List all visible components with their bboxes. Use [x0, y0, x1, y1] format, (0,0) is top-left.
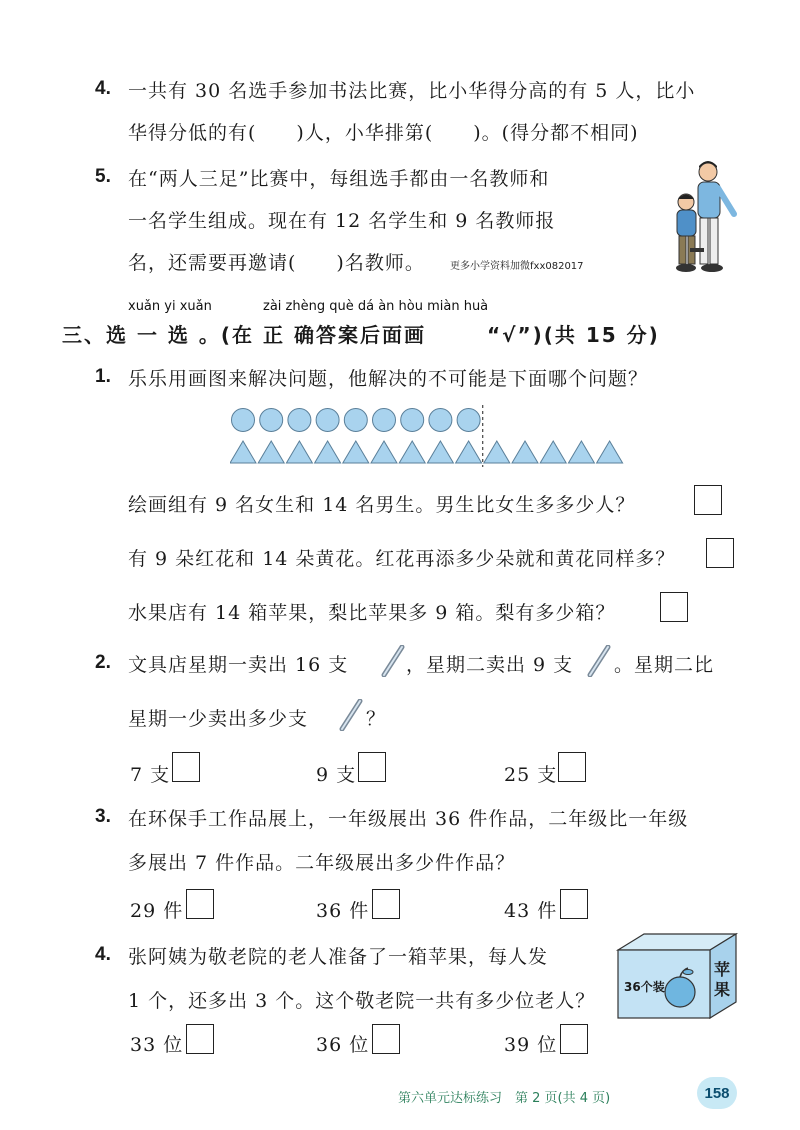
circle-shape [288, 409, 311, 432]
circle-shape [401, 409, 424, 432]
question-text: 在环保手工作品展上，一年级展出 36 件作品，二年级比一年级 [128, 808, 689, 830]
question-number: 4. [95, 944, 111, 965]
option-text: 9 支 [316, 764, 357, 786]
question-number: 5. [95, 166, 111, 187]
answer-checkbox[interactable] [560, 889, 588, 919]
question-number: 2. [95, 652, 111, 673]
circle-shape [429, 409, 452, 432]
circle-shape [260, 409, 283, 432]
pinyin-annotation: xuǎn yi xuǎn [128, 299, 212, 314]
answer-checkbox[interactable] [560, 1024, 588, 1054]
question-text: 张阿姨为敬老院的老人准备了一箱苹果，每人发 [128, 946, 549, 968]
pencil-icon [380, 645, 406, 677]
question-text: 一共有 30 名选手参加书法比赛，比小华得分高的有 5 人，比小 [128, 80, 696, 102]
three-legged-race-illustration [660, 158, 740, 276]
question-number: 1. [95, 366, 111, 387]
page-number: 158 [697, 1077, 737, 1109]
answer-checkbox[interactable] [186, 1024, 214, 1054]
circle-shape [316, 409, 339, 432]
question-text: 多展出 7 件作品。二年级展出多少件作品？ [128, 852, 516, 874]
circle-shape [232, 409, 255, 432]
option-text: 43 件 [504, 900, 558, 922]
question-text: ，星期二卖出 9 支 [406, 654, 574, 676]
answer-checkbox[interactable] [358, 752, 386, 782]
option-text: 7 支 [130, 764, 171, 786]
circle-shape [373, 409, 396, 432]
answer-checkbox[interactable] [186, 889, 214, 919]
triangle-shape [427, 441, 453, 463]
triangle-shape [230, 441, 256, 463]
apple-box-illustration [614, 932, 740, 1022]
answer-checkbox[interactable] [694, 485, 722, 515]
option-text: 29 件 [130, 900, 184, 922]
option-text: 有 9 朵红花和 14 朵黄花。红花再添多少朵就和黄花同样多？ [128, 548, 676, 570]
question-text: 。星期二比 [614, 654, 715, 676]
question-text: 一名学生组成。现在有 12 名学生和 9 名教师报 [128, 210, 556, 232]
box-label: 36个装 [624, 980, 665, 994]
answer-checkbox[interactable] [660, 592, 688, 622]
question-text: 名，还需要再邀请( )名教师。 [128, 252, 425, 274]
triangle-shape [315, 441, 341, 463]
option-text: 25 支 [504, 764, 558, 786]
answer-checkbox[interactable] [706, 538, 734, 568]
question-text: 乐乐用画图来解决问题，他解决的不可能是下面哪个问题？ [128, 368, 649, 390]
pinyin-annotation: zài zhèng què dá àn hòu miàn huà [263, 299, 489, 314]
triangle-shape [258, 441, 284, 463]
question-number: 4. [95, 78, 111, 99]
circles-triangles-diagram [230, 405, 635, 467]
triangle-shape [597, 441, 623, 463]
box-side-label: 苹果 [714, 960, 731, 999]
question-number: 3. [95, 806, 111, 827]
triangle-shape [568, 441, 594, 463]
section-heading: 三、选 一 选 。(在 正 确答案后面画 [62, 323, 426, 347]
triangle-shape [399, 441, 425, 463]
triangle-shape [484, 441, 510, 463]
triangle-shape [540, 441, 566, 463]
option-text: 水果店有 14 箱苹果，梨比苹果多 9 箱。梨有多少箱？ [128, 602, 616, 624]
question-text: 在“两人三足”比赛中，每组选手都由一名教师和 [128, 168, 550, 190]
answer-checkbox[interactable] [558, 752, 586, 782]
watermark-note: 更多小学资料加微fxx082017 [450, 261, 584, 272]
pencil-icon [338, 699, 364, 731]
option-text: 绘画组有 9 名女生和 14 名男生。男生比女生多多少人？ [128, 494, 636, 516]
section-heading-points: “√”)(共 15 分) [487, 323, 660, 347]
triangle-shape [512, 441, 538, 463]
option-text: 36 件 [316, 900, 370, 922]
circle-shape [344, 409, 367, 432]
question-text: 文具店星期一卖出 16 支 [128, 654, 349, 676]
pencil-icon [586, 645, 612, 677]
triangle-shape [343, 441, 369, 463]
question-text: 1 个，还多出 3 个。这个敬老院一共有多少位老人？ [128, 990, 596, 1012]
option-text: 39 位 [504, 1034, 558, 1056]
triangle-shape [456, 441, 482, 463]
footer-text: 第六单元达标练习 第 2 页(共 4 页) [398, 1091, 611, 1106]
triangle-shape [286, 441, 312, 463]
answer-checkbox[interactable] [372, 1024, 400, 1054]
answer-checkbox[interactable] [372, 889, 400, 919]
option-text: 36 位 [316, 1034, 370, 1056]
question-text: 华得分低的有( )人，小华排第( )。(得分都不相同) [128, 122, 639, 144]
question-text: 星期一少卖出多少支 [128, 708, 309, 730]
option-text: 33 位 [130, 1034, 184, 1056]
triangle-shape [371, 441, 397, 463]
circle-shape [457, 409, 480, 432]
question-text: ？ [366, 708, 387, 730]
answer-checkbox[interactable] [172, 752, 200, 782]
